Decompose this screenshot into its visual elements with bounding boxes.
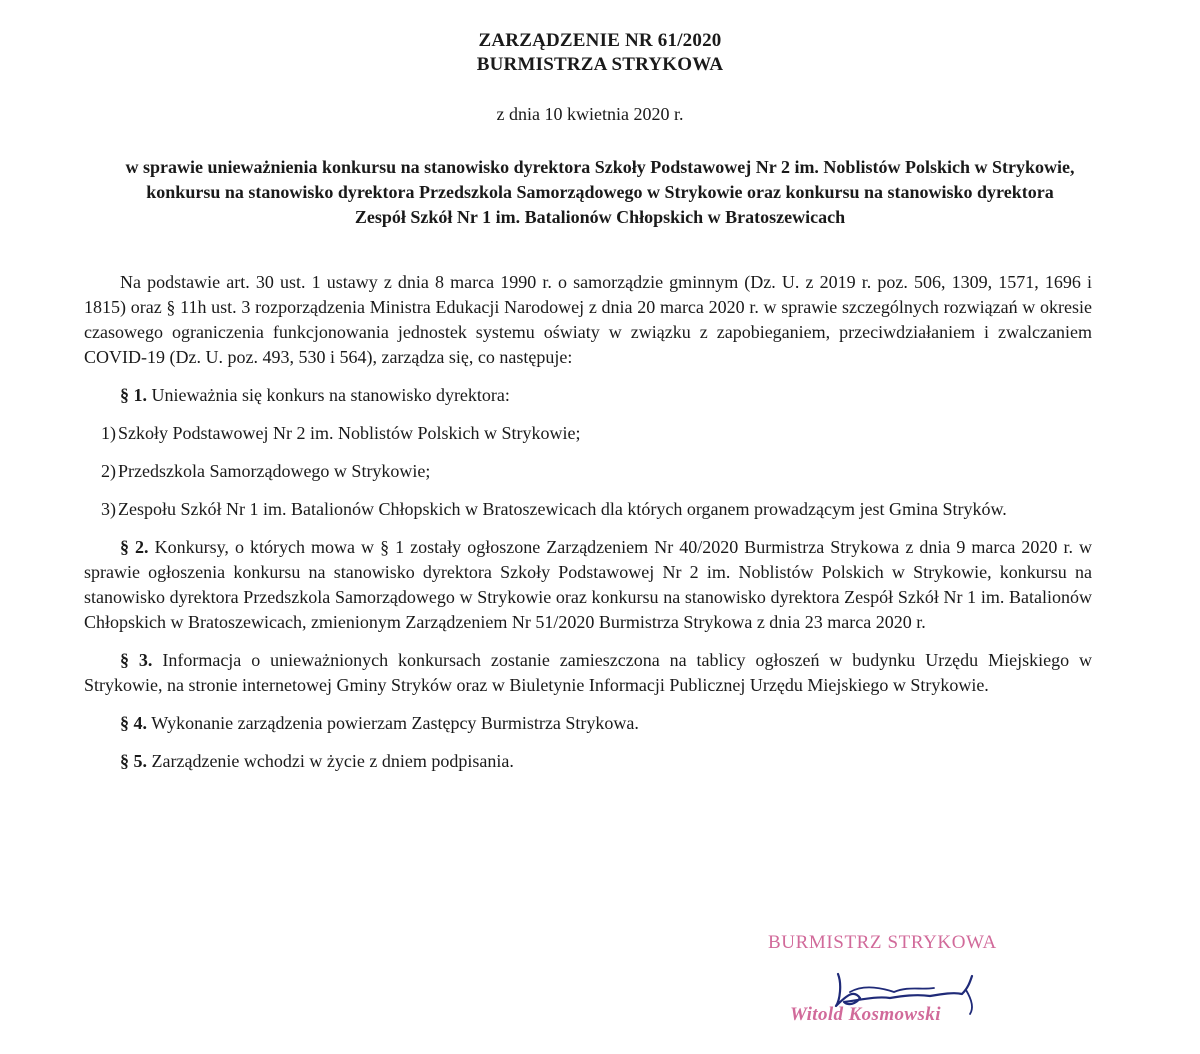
- list-item-text: Zespołu Szkół Nr 1 im. Batalionów Chłopskich w Bratoszewicach dla których organem prowadzącym jest Gmina Stryków.: [118, 499, 1007, 519]
- list-item-text: Szkoły Podstawowej Nr 2 im. Noblistów Polskich w Strykowie;: [118, 423, 581, 443]
- section-3-text: Informacja o unieważnionych konkursach zostanie zamieszczona na tablicy ogłoszeń w budynku Urzędu Miejskiego w Strykowie, na stronie internetowej Gminy Stryków oraz w Biuletynie Informacji Publicznej Urzędu Miejskiego w Strykowie.: [84, 650, 1092, 695]
- section-3-mark: § 3.: [120, 650, 153, 670]
- list-item: [84, 497, 1092, 522]
- list-item: [84, 459, 1092, 484]
- section-2: [84, 535, 1092, 635]
- section-1-text: Unieważnia się konkurs na stanowisko dyrektora:: [151, 385, 510, 405]
- section-5: [84, 749, 1092, 774]
- list-item: [84, 421, 1092, 446]
- document-issuer: BURMISTRZA STRYKOWA: [476, 54, 724, 75]
- document-subject: w sprawie unieważnienia konkursu na stanowisko dyrektora Szkoły Podstawowej Nr 2 im. Noblistów Polskich w Strykowie, konkursu na stanowisko dyrektora Przedszkola Samorządowego w Strykowie oraz konkursu na stanowisko dyrektora Zespół Szkół Nr 1 im. Batalionów Chłopskich w Bratoszewicach: [125, 157, 1075, 227]
- preamble-paragraph: Na podstawie art. 30 ust. 1 ustawy z dnia 8 marca 1990 r. o samorządzie gminnym (Dz. U. z 2019 r. poz. 506, 1309, 1571, 1696 i 1815) oraz § 11h ust. 3 rozporządzenia Ministra Edukacji Narodowej z dnia 20 marca 2020 r. w sprawie szczególnych rozwiązań w okresie czasowego ograniczenia funkcjonowania jednostek systemu oświaty w związku z zapobieganiem, przeciwdziałaniem i zwalczaniem COVID-19 (Dz. U. poz. 493, 530 i 564), zarządza się, co następuje:: [84, 272, 1092, 367]
- section-4-mark: § 4.: [120, 713, 147, 733]
- list-item-text: Przedszkola Samorządowego w Strykowie;: [118, 461, 431, 481]
- section-4-text: Wykonanie zarządzenia powierzam Zastępcy Burmistrza Strykowa.: [151, 713, 639, 733]
- section-3: [84, 648, 1092, 698]
- official-stamp: [768, 932, 1028, 1042]
- list-item-number: 2): [101, 461, 116, 481]
- section-5-text: Zarządzenie wchodzi w życie z dniem podpisania.: [151, 751, 514, 771]
- section-2-text: Konkursy, o których mowa w § 1 zostały ogłoszone Zarządzeniem Nr 40/2020 Burmistrza Strykowa z dnia 9 marca 2020 r. w sprawie ogłoszenia konkursu na stanowisko dyrektora Szkoły Podstawowej Nr 2 im. Noblistów Polskich w Strykowie, konkursu na stanowisko dyrektora Przedszkola Samorządowego w Strykowie oraz konkursu na stanowisko dyrektora Zespół Szkół Nr 1 im. Batalionów Chłopskich w Bratoszewicach, zmienionym Zarządzeniem Nr 51/2020 Burmistrza Strykowa z dnia 23 marca 2020 r.: [84, 537, 1093, 632]
- section-1: [84, 383, 1092, 408]
- stamp-title: BURMISTRZ STRYKOWA: [768, 932, 997, 953]
- section-5-mark: § 5.: [120, 751, 147, 771]
- section-2-mark: § 2.: [120, 537, 149, 557]
- section-4: [84, 711, 1092, 736]
- list-item-number: 3): [101, 499, 116, 519]
- document-body: [84, 270, 1092, 774]
- section-1-mark: § 1.: [120, 385, 147, 405]
- document-date: z dnia 10 kwietnia 2020 r.: [496, 104, 684, 124]
- list-item-number: 1): [101, 423, 116, 443]
- document-title: ZARZĄDZENIE NR 61/2020: [478, 30, 722, 51]
- stamp-name: Witold Kosmowski: [790, 1004, 941, 1025]
